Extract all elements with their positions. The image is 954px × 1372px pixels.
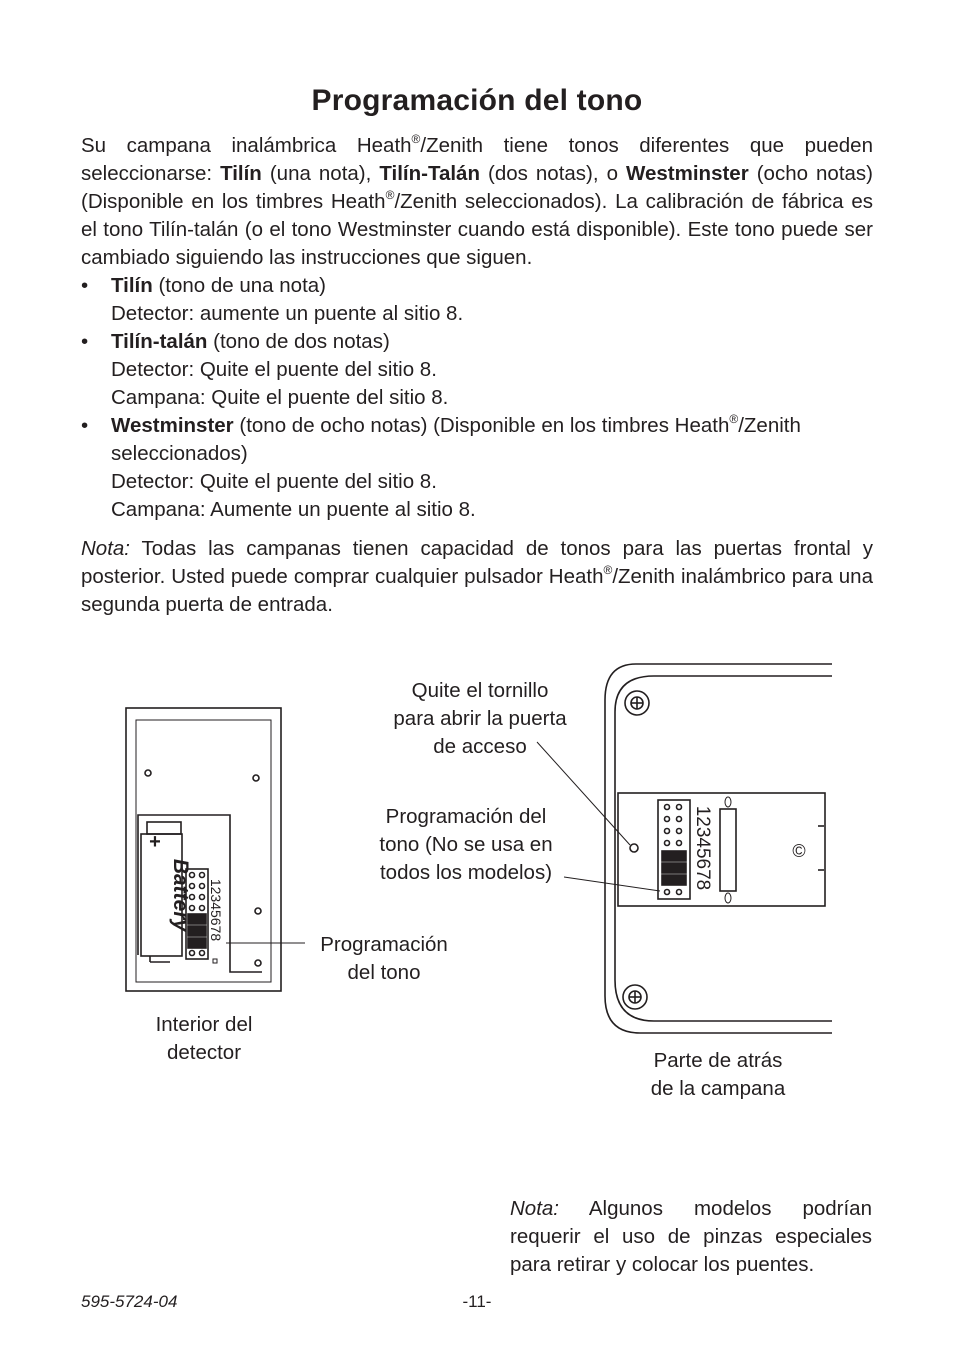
- page-title: Programación del tono: [311, 84, 643, 117]
- list-item-tilin-talan: • Tilín-talán (tono de dos notas) Detector: Quite el puente del sitio 8. Campana: Quite el puente del sitio 8.: [81, 328, 873, 412]
- instruction-line: Campana: Aumente un puente al sitio 8.: [111, 498, 476, 521]
- label-screw: Quite el tornillo para abrir la puerta de acceso: [393, 679, 567, 758]
- chime-jumper-block: [658, 800, 690, 899]
- detector-jumper-numbers: 12345678: [208, 878, 224, 942]
- instruction-line: Campana: Quite el puente del sitio 8.: [111, 386, 449, 409]
- label-detector: Interior del detector: [155, 1013, 253, 1064]
- list-item-westminster: • Westminster (tono de ocho notas) (Disponible en los timbres Heath®/Zenith seleccionados) Detector: Quite el puente del sitio 8. Campana: Aumente un puente al sitio 8.: [81, 412, 873, 524]
- label-chime: Parte de atrás de la campana: [650, 1049, 786, 1100]
- page-number: -11-: [462, 1292, 492, 1311]
- instruction-line: Detector: Quite el puente del sitio 8.: [111, 470, 437, 493]
- instruction-line: Detector: aumente un puente al sitio 8.: [111, 302, 464, 325]
- note-pliers: Nota: Algunos modelos podrían requerir el uso de pinzas especiales para retirar y colocar los puentes.: [510, 1197, 872, 1276]
- bullet-mark: •: [81, 414, 89, 437]
- tone-options-list: [81, 272, 873, 524]
- intro-paragraph: Su campana inalámbrica Heath®/Zenith tiene tonos diferentes que pueden seleccionarse: Tilín (una nota), Tilín-Talán (dos notas), o Westminster (ocho notas) (Disponible en los timbres Heath®/Zenith seleccionados). La calibración de fábrica es el tono Tilín-talán (o el tono Westminster cuando está disponible). Este tono puede ser cambiado siguiendo las instrucciones que siguen.: [81, 132, 873, 269]
- battery-plus-sign: +: [149, 831, 161, 853]
- document-code: 595-5724-04: [81, 1292, 178, 1311]
- figure: [0, 640, 954, 1120]
- chime-jumper-numbers: 12345678: [692, 805, 713, 891]
- bullet-mark: •: [81, 330, 89, 353]
- note-paragraph: Nota: Todas las campanas tienen capacidad de tonos para las puertas frontal y posterior. Usted puede comprar cualquier pulsador Heath®/Zenith inalámbrico para una segunda puerta de entrada.: [81, 537, 873, 616]
- label-chime-programming: Programación del tono (No se usa en todos los modelos): [379, 805, 553, 884]
- screw-icon: [623, 985, 647, 1009]
- screw-icon: [625, 691, 649, 715]
- label-detector-programming: Programación del tono: [320, 933, 448, 984]
- bullet-mark: •: [81, 274, 89, 297]
- copyright-mark: ©: [792, 841, 806, 861]
- battery-label: Battery: [169, 858, 192, 932]
- instruction-line: Detector: Quite el puente del sitio 8.: [111, 358, 437, 381]
- list-item-tilin: • Tilín (tono de una nota) Detector: aumente un puente al sitio 8.: [81, 272, 873, 328]
